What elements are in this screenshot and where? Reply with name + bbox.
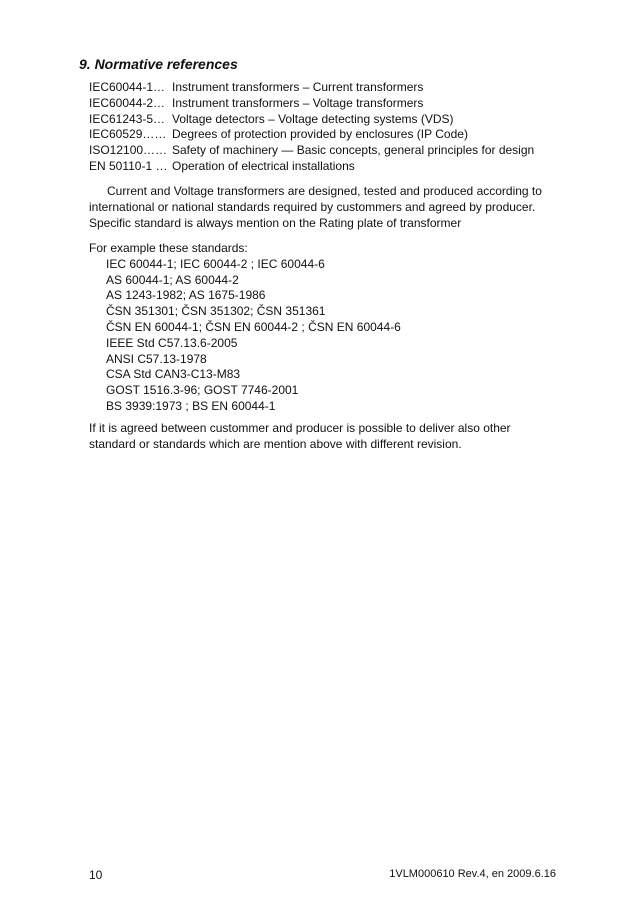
reference-description: Degrees of protection provided by enclosures (IP Code) xyxy=(172,127,468,142)
standard-item: ANSI C57.13-1978 xyxy=(106,351,207,366)
paragraph-line: international or national standards required by custommers and agreed by producer. xyxy=(89,199,536,214)
reference-item xyxy=(89,143,534,159)
references-list xyxy=(89,80,534,175)
standard-item: AS 60044-1; AS 60044-2 xyxy=(106,272,239,287)
paragraph-line: standard or standards which are mention above with different revision. xyxy=(89,436,462,451)
standard-item: AS 1243-1982; AS 1675-1986 xyxy=(106,288,266,303)
standards-paragraph xyxy=(89,184,542,231)
standard-item: IEEE Std C57.13.6-2005 xyxy=(106,335,238,350)
reference-code: EN 50110-1 … xyxy=(89,158,168,173)
reference-description: Safety of machinery — Basic concepts, general principles for design xyxy=(172,143,535,158)
reference-code: ISO12100…… xyxy=(89,143,168,158)
reference-item xyxy=(89,159,534,175)
reference-description: Operation of electrical installations xyxy=(172,158,355,173)
reference-description: Instrument transformers – Voltage transformers xyxy=(172,95,424,110)
paragraph-line: If it is agreed between custommer and producer is possible to deliver also other xyxy=(89,421,511,435)
reference-code: IEC60044-2… xyxy=(89,95,166,110)
reference-code: IEC61243-5… xyxy=(89,111,166,126)
paragraph-line: Current and Voltage transformers are designed, tested and produced according to xyxy=(107,184,542,198)
standard-item: IEC 60044-1; IEC 60044-2 ; IEC 60044-6 xyxy=(106,256,325,271)
standard-item: ČSN 351301; ČSN 351302; ČSN 351361 xyxy=(106,304,326,319)
revision-paragraph xyxy=(89,421,511,453)
reference-code: IEC60529…… xyxy=(89,127,167,142)
section-title: 9. Normative references xyxy=(79,56,238,72)
reference-description: Voltage detectors – Voltage detecting systems (VDS) xyxy=(172,111,454,126)
paragraph-line: Specific standard is always mention on the Rating plate of transformer xyxy=(89,215,462,230)
page-number: 10 xyxy=(89,868,103,882)
standard-item: BS 3939:1973 ; BS EN 60044-1 xyxy=(106,398,276,413)
examples-intro: For example these standards: xyxy=(89,241,248,255)
reference-item xyxy=(89,96,534,112)
reference-code: IEC60044-1… xyxy=(89,80,166,94)
standard-item: GOST 1516.3-96; GOST 7746-2001 xyxy=(106,383,299,398)
standard-item: CSA Std CAN3-C13-M83 xyxy=(106,367,241,382)
reference-item xyxy=(89,80,534,96)
reference-description: Instrument transformers – Current transformers xyxy=(172,80,424,94)
standard-item: ČSN EN 60044-1; ČSN EN 60044-2 ; ČSN EN 60044-6 xyxy=(106,319,401,334)
example-standards xyxy=(89,241,401,415)
reference-item xyxy=(89,112,534,128)
document-id: 1VLM000610 Rev.4, en 2009.6.16 xyxy=(389,868,556,880)
reference-item xyxy=(89,127,534,143)
